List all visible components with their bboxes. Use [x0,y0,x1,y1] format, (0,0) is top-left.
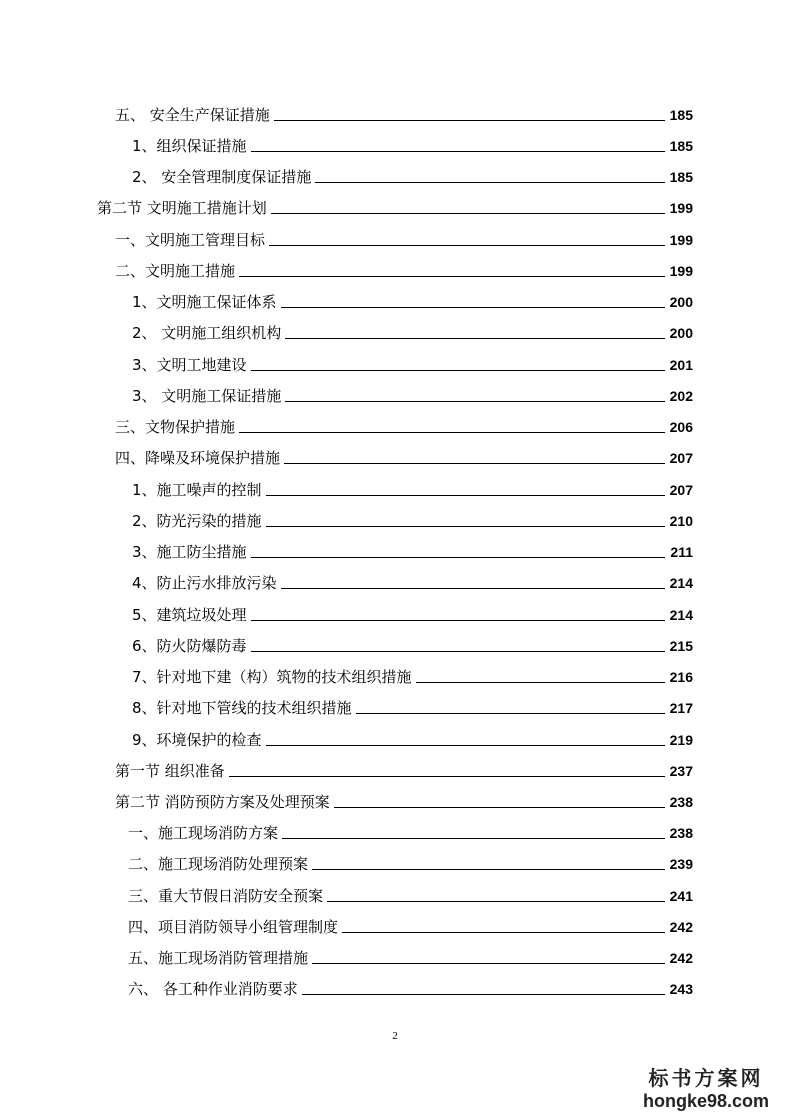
site-watermark [636,1062,776,1112]
toc-entry-label: 第一节 组织准备 [115,762,225,780]
toc-entry-page: 200 [669,294,693,310]
toc-entry [132,131,693,155]
toc-leader-line [274,120,665,121]
toc-entry [132,537,693,561]
toc-entry-page: 216 [669,669,693,685]
toc-leader-line [312,963,665,964]
toc-entry-page: 211 [670,544,693,560]
toc-entry-page: 237 [669,763,693,779]
toc-entry-page: 199 [669,232,693,248]
page-number: 2 [392,1030,398,1042]
toc-leader-line [251,620,665,621]
toc-leader-line [266,745,665,746]
toc-entry-page: 185 [669,138,693,154]
toc-entry-label: 一、文明施工管理目标 [115,231,266,249]
toc-entry-page: 199 [669,200,693,216]
toc-entry-page: 202 [669,388,693,404]
toc-entry [132,568,693,592]
toc-entry-page: 242 [669,950,693,966]
toc-entry [132,162,693,186]
toc-leader-line [342,932,665,933]
toc-entry [132,662,693,686]
toc-entry-label: 三、文物保护措施 [115,418,236,436]
toc-entry [115,443,693,467]
toc-entry [132,600,693,624]
toc-entry-page: 215 [669,638,693,654]
toc-entry [115,412,693,436]
toc-entry [115,756,693,780]
toc-entry-page: 207 [669,482,693,498]
toc-entry-label: 四、降噪及环境保护措施 [115,449,281,467]
toc-entry-page: 200 [669,325,693,341]
toc-entry-page: 207 [669,450,693,466]
watermark-domain-text: hongke98.com [642,1091,770,1111]
toc-leader-line [251,370,665,371]
toc-entry-label: 五、施工现场消防管理措施 [128,949,309,967]
toc-leader-line [251,651,665,652]
toc-entry [128,849,693,873]
toc-leader-line [282,838,665,839]
toc-entry-page: 238 [669,825,693,841]
toc-entry-label: 9、环境保护的检查 [132,731,262,749]
toc-entry [128,912,693,936]
toc-leader-line [239,432,665,433]
toc-entry-label: 3、 文明施工保证措施 [132,387,282,405]
toc-leader-line [312,869,665,870]
toc-entry [132,506,693,530]
toc-entry [115,787,693,811]
toc-entry-label: 一、施工现场消防方案 [128,824,279,842]
toc-entry-page: 217 [669,700,693,716]
watermark-chinese-text: 标书方案网 [648,1066,764,1090]
toc-entry-page: 239 [669,856,693,872]
toc-leader-line [285,338,665,339]
toc-entry-label: 2、防光污染的措施 [132,512,262,530]
toc-entry-label: 6、防火防爆防毒 [132,637,247,655]
toc-leader-line [284,463,665,464]
toc-leader-line [271,213,665,214]
toc-entry-page: 210 [669,513,693,529]
toc-entry-label: 3、施工防尘措施 [132,543,247,561]
toc-leader-line [334,807,665,808]
toc-entry-label: 3、文明工地建设 [132,356,247,374]
toc-leader-line [266,526,665,527]
toc-entry [97,193,693,217]
toc-entry [128,974,693,998]
toc-entry-page: 242 [669,919,693,935]
toc-leader-line [251,557,665,558]
toc-entry [132,381,693,405]
toc-entry-label: 三、重大节假日消防安全预案 [128,887,324,905]
toc-entry-page: 238 [669,794,693,810]
toc-entry [128,881,693,905]
toc-leader-line [266,495,665,496]
toc-entry [115,100,693,124]
toc-entry-label: 四、项目消防领导小组管理制度 [128,918,339,936]
toc-leader-line [269,245,665,246]
toc-entry-page: 201 [669,357,693,373]
toc-entry-page: 199 [669,263,693,279]
toc-entry-label: 五、 安全生产保证措施 [115,106,270,124]
toc-entry [115,256,693,280]
toc-leader-line [239,276,665,277]
toc-entry-page: 185 [669,169,693,185]
toc-entry-page: 214 [669,575,693,591]
toc-entry-page: 185 [669,107,693,123]
toc-entry-page: 214 [669,607,693,623]
toc-entry-label: 7、针对地下建（构）筑物的技术组织措施 [132,668,412,686]
toc-entry-label: 第二节 文明施工措施计划 [97,199,267,217]
toc-entry [132,631,693,655]
toc-leader-line [327,901,665,902]
toc-entry-page: 241 [669,888,693,904]
toc-entry-label: 二、施工现场消防处理预案 [128,855,309,873]
toc-entry-label: 1、文明施工保证体系 [132,293,277,311]
toc-leader-line [281,307,665,308]
toc-entry-label: 5、建筑垃圾处理 [132,606,247,624]
toc-entry-page: 243 [669,981,693,997]
toc-entry-label: 1、施工噪声的控制 [132,481,262,499]
toc-entry-label: 第二节 消防预防方案及处理预案 [115,793,330,811]
toc-leader-line [416,682,665,683]
toc-leader-line [285,401,665,402]
toc-entry [132,287,693,311]
toc-entry-label: 2、 文明施工组织机构 [132,324,282,342]
toc-entry-label: 二、文明施工措施 [115,262,236,280]
toc-entry-label: 六、 各工种作业消防要求 [128,980,298,998]
toc-entry-label: 4、防止污水排放污染 [132,574,277,592]
toc-entry [128,943,693,967]
toc-entry [132,350,693,374]
toc-entry [132,725,693,749]
toc-leader-line [356,713,665,714]
toc-leader-line [229,776,665,777]
toc-leader-line [315,182,665,183]
toc-entry [128,818,693,842]
toc-leader-line [281,588,665,589]
toc-entry-label: 8、针对地下管线的技术组织措施 [132,699,352,717]
toc-entry [132,475,693,499]
toc-entry [115,225,693,249]
toc-entry-page: 219 [669,732,693,748]
toc-entry [132,318,693,342]
toc-leader-line [302,994,665,995]
toc-entry-page: 206 [669,419,693,435]
toc-leader-line [251,151,665,152]
toc-entry-label: 2、 安全管理制度保证措施 [132,168,312,186]
toc-entry [132,693,693,717]
toc-entry-label: 1、组织保证措施 [132,137,247,155]
